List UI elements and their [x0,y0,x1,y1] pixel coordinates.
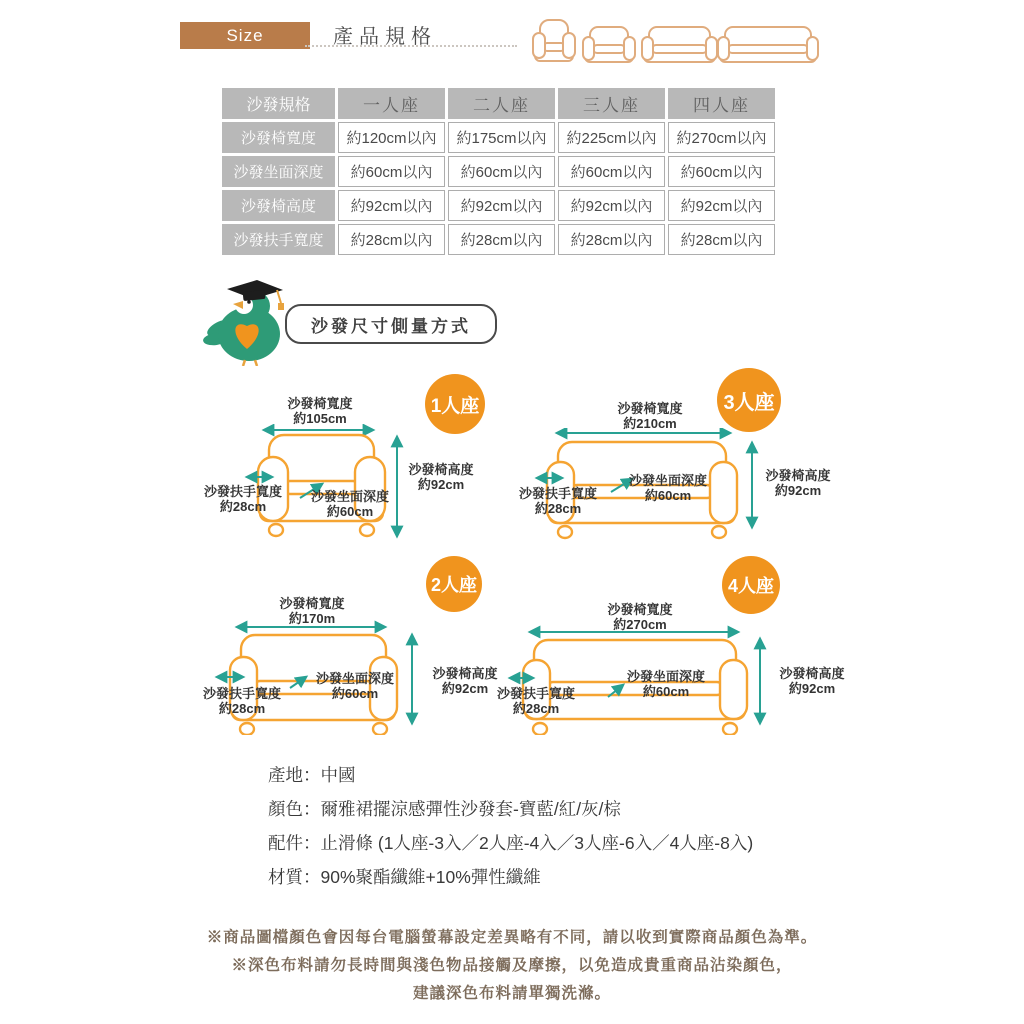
diagram-arm-label: 沙發扶手寬度 約28cm [518,486,597,516]
spec-value: 約92cm以內 [668,190,775,221]
spec-value: 約225cm以內 [558,122,665,153]
badge-4-seater: 4人座 [722,556,780,614]
spec-value: 約28cm以內 [558,224,665,255]
note-line-1: ※商品圖檔顏色會因每台電腦螢幕設定差異略有不同，請以收到實際商品顏色為準。 [206,929,818,946]
spec-value: 約28cm以內 [448,224,555,255]
graduate-bird-mascot-icon [203,276,298,366]
diagram-depth-label: 沙發坐面深度 約60cm [626,669,705,699]
spec-row-label: 沙發坐面深度 [222,156,335,187]
badge-2-seater: 2人座 [426,556,482,612]
spec-row-label: 沙發椅高度 [222,190,335,221]
spec-value: 約60cm以內 [448,156,555,187]
product-material: 材質：90%聚酯纖維+10%彈性纖維 [268,867,541,887]
spec-table-corner: 沙發規格 [222,88,335,119]
spec-value: 約60cm以內 [668,156,775,187]
sofa-4-seater-icon [718,27,818,62]
diagram-depth-label: 沙發坐面深度 約60cm [310,489,389,519]
spec-value: 約28cm以內 [338,224,445,255]
spec-row-label: 沙發椅寬度 [222,122,335,153]
size-tag-label: Size [226,25,264,45]
spec-value: 約60cm以內 [558,156,665,187]
spec-value: 約175cm以內 [448,122,555,153]
product-info [268,766,808,902]
diagram-height-label: 沙發椅高度 約92cm [408,462,474,492]
footer-notes [0,924,1024,1008]
badge-1-seater: 1人座 [425,374,485,434]
spec-table-col-3seat: 三人座 [558,88,665,119]
note-line-3: 建議深色布料請單獨洗滌。 [412,985,611,1002]
diagram-height-label: 沙發椅高度 約92cm [432,666,498,696]
spec-table-col-4seat: 四人座 [668,88,775,119]
diagram-height-label: 沙發椅高度 約92cm [779,666,845,696]
diagram-width-label: 沙發椅寬度 約105cm [287,396,353,426]
spec-value: 約270cm以內 [668,122,775,153]
diagram-arm-label: 沙發扶手寬度 約28cm [496,686,575,716]
diagram-arm-label: 沙發扶手寬度 約28cm [202,686,281,716]
diagram-depth-label: 沙發坐面深度 約60cm [628,473,707,503]
diagram-width-label: 沙發椅寬度 約270cm [607,602,673,632]
sofa-1-seater-icon [533,20,575,61]
spec-table-col-2seat: 二人座 [448,88,555,119]
spec-value: 約92cm以內 [558,190,665,221]
badge-3-seater: 3人座 [717,368,781,432]
spec-value: 約28cm以內 [668,224,775,255]
spec-table-col-1seat: 一人座 [338,88,445,119]
sofa-2-seater-icon [583,27,635,62]
spec-row-label: 沙發扶手寬度 [222,224,335,255]
product-accessories: 配件：止滑條 (1人座-3入／2人座-4入／3人座-6入／4人座-8入) [268,833,754,853]
spec-value: 約120cm以內 [338,122,445,153]
diagram-height-label: 沙發椅高度 約92cm [765,468,831,498]
spec-value: 約60cm以內 [338,156,445,187]
product-color: 顏色：爾雅裙擺涼感彈性沙發套-寶藍/紅/灰/棕 [268,799,621,819]
diagram-depth-label: 沙發坐面深度 約60cm [315,671,394,701]
diagram-width-label: 沙發椅寬度 約170m [279,596,345,626]
measure-method-banner [285,304,497,344]
size-tag [180,22,310,49]
sofa-3-seater-icon [642,27,717,62]
note-line-2: ※深色布料請勿長時間與淺色物品接觸及摩擦，以免造成貴重商品沾染顏色， [231,957,793,974]
product-origin: 產地：中國 [268,765,356,785]
sofa-size-icons [530,16,822,72]
spec-value: 約92cm以內 [338,190,445,221]
spec-value: 約92cm以內 [448,190,555,221]
page-title: 產品規格 [333,26,437,48]
diagram-width-label: 沙發椅寬度 約210cm [617,401,683,431]
diagram-arm-label: 沙發扶手寬度 約28cm [203,484,282,514]
measure-method-banner-label: 沙發尺寸側量方式 [311,316,471,336]
spec-table [222,88,775,255]
